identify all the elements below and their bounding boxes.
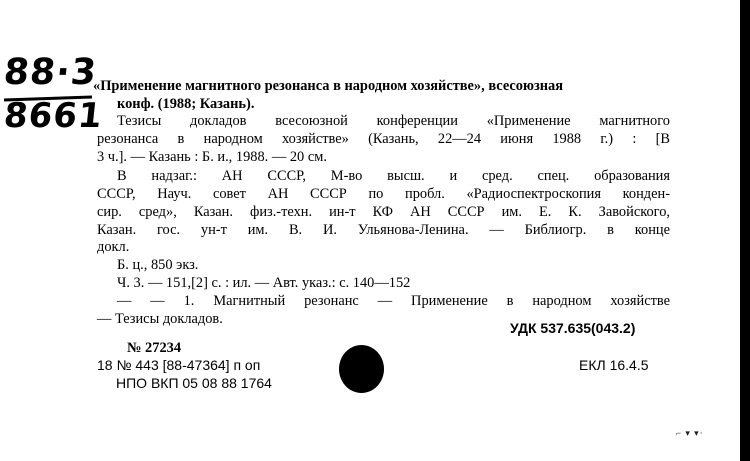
subjects-line-1: — — 1. Магнитный резонанс — Применение в народном хозяйстве — [117, 293, 670, 309]
nadzag-line-1: В надзаг.: АН СССР, М-во высш. и сред. спец. образования — [117, 168, 670, 184]
card-number: № 27234 — [127, 340, 182, 356]
handwritten-shelf-mark-bottom: 8661 — [1, 96, 105, 136]
body-line-2: резонанса в народном хозяйстве» (Казань, 22—24 июня 1988 г.) : [В — [97, 131, 670, 147]
nadzag-line-4: Казан. гос. ун-т им. В. И. Ульянова-Ленина. — Библиогр. в конце — [97, 222, 670, 238]
handwritten-shelf-mark-top: 88·3 — [1, 52, 99, 93]
body-line-1: Тезисы докладов всесоюзной конференции «Применение магнитного — [117, 113, 670, 129]
scan-specks: ⌐ ▾ ▾· — [676, 428, 704, 438]
nadzag-line-3: сир. сред», Казан. физ.-техн. ин-т КФ АН СССР им. Е. К. Завойского, — [97, 204, 670, 220]
title-line-2: конф. (1988; Казань). — [117, 96, 255, 112]
price-line: Б. ц., 850 экз. — [117, 257, 199, 273]
nadzag-line-2: СССР, Науч. совет АН СССР по пробл. «Радиоспектроскопия конден- — [97, 186, 670, 202]
body-line-3: 3 ч.]. — Казань : Б. и., 1988. — 20 см. — [97, 149, 327, 165]
tech-line-1: 18 № 443 [88-47364] п оп — [97, 357, 261, 373]
udk-code: УДК 537.635(043.2) — [510, 320, 636, 336]
subjects-line-2: — Тезисы докладов. — [97, 311, 223, 327]
part-line: Ч. 3. — 151,[2] с. : ил. — Авт. указ.: с. 140—152 — [117, 275, 411, 291]
punch-hole — [339, 345, 384, 393]
nadzag-line-5: докл. — [97, 239, 130, 255]
title-line-1: «Применение магнитного резонанса в народном хозяйстве», всесоюзная — [93, 78, 564, 94]
tech-line-2: НПО ВКП 05 08 88 1764 — [116, 375, 272, 391]
ekl-code: ЕКЛ 16.4.5 — [579, 357, 649, 373]
